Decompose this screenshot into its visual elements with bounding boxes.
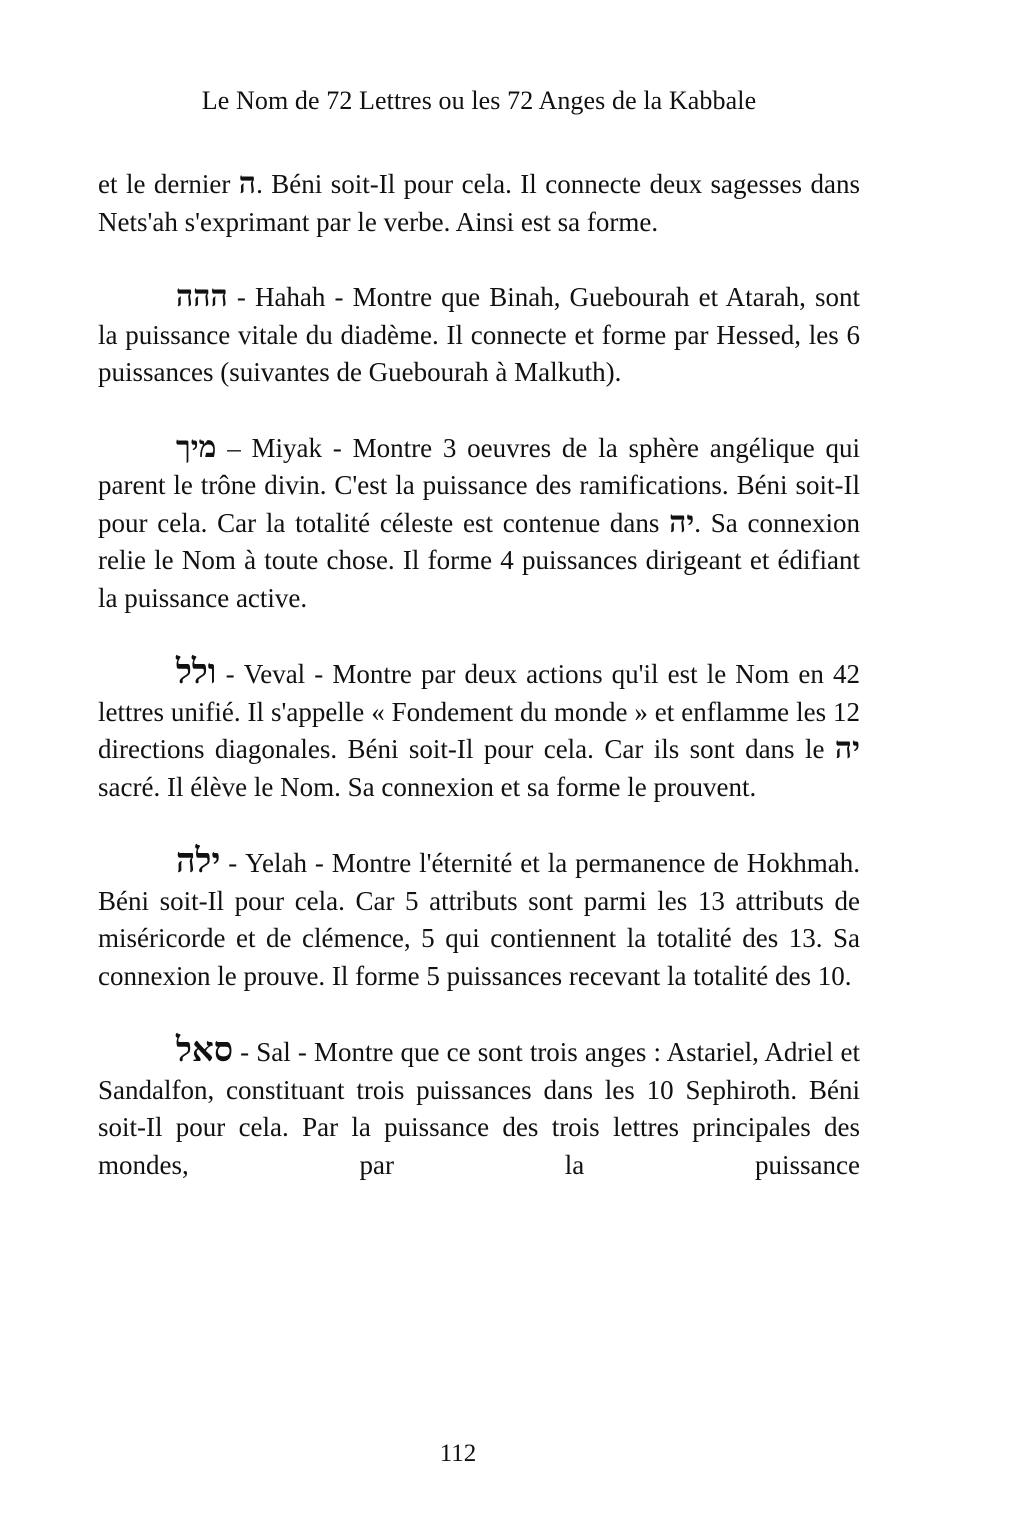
paragraph-yelah bbox=[98, 841, 860, 995]
running-header-title: Le Nom de 72 Lettres ou les 72 Anges de la Kabbale bbox=[201, 86, 757, 115]
hebrew-name-hahah: ההה bbox=[176, 279, 228, 314]
paragraph-sal bbox=[98, 1030, 860, 1184]
hebrew-name-yah: יה bbox=[834, 731, 860, 766]
hebrew-name-sal: סאל bbox=[176, 1030, 234, 1070]
page-number: 112 bbox=[439, 1440, 477, 1467]
paragraph-veval-text-1: - Veval - Montre par deux actions qu'il est le Nom en 42 lettres unifié. Il s'appelle « Fondement du monde » et enflamme les 12 directions diagonales. Béni soit-Il pour cela. Car ils sont dans le bbox=[98, 659, 860, 764]
paragraph-sal-text: - Sal - Montre que ce sont trois anges : Astariel, Adriel et Sandalfon, constituant trois puissances dans les 10 Sephiroth. Béni soit-Il pour cela. Par la puissance des trois lettres principales des mondes, par la puissance bbox=[98, 1037, 860, 1180]
paragraph-miyak-text-1: – Miyak - Montre 3 oeuvres de la sphère angélique qui parent le trône divin. C'est la puissance des ramifications. Béni soit-Il pour cela. Car la totalité céleste est contenue dans bbox=[98, 432, 860, 538]
paragraph-veval-text-2: sacré. Il élève le Nom. Sa connexion et sa forme le prouvent. bbox=[98, 771, 757, 802]
hebrew-letter-he: ה bbox=[238, 166, 257, 201]
paragraph-yelah-text: - Yelah - Montre l'éternité et la permanence de Hokhmah. Béni soit-Il pour cela. Car 5 attributs sont parmi les 13 attributs de miséricorde et de clémence, 5 qui contiennent la totalité des 13. Sa connexion le prouve. Il forme 5 puissances recevant la totalité des 10. bbox=[98, 848, 860, 991]
paragraph-1-text-pre: et le dernier bbox=[98, 169, 239, 199]
paragraph-1 bbox=[98, 166, 860, 241]
paragraph-hahah-text: - Hahah - Montre que Binah, Guebourah et Atarah, sont la puissance vitale du diadème. Il connecte et forme par Hessed, les 6 puissances (suivantes de Guebourah à Malkuth). bbox=[98, 282, 860, 387]
paragraph-miyak bbox=[98, 430, 860, 618]
hebrew-name-miyak: מיך bbox=[176, 429, 217, 465]
hebrew-name-veval: ולל bbox=[176, 652, 217, 692]
hebrew-name-yah: יה bbox=[669, 504, 695, 540]
paragraph-miyak-text-2: . Sa connexion relie le Nom à toute chose. Il forme 4 puissances dirigeant et édifiant la puissance active. bbox=[98, 507, 860, 613]
paragraph-hahah bbox=[98, 279, 860, 392]
page-body bbox=[98, 166, 860, 1222]
paragraph-veval bbox=[98, 652, 860, 806]
paragraph-1-text: . Béni soit-Il pour cela. Il connecte deux sagesses dans Nets'ah s'exprimant par le verbe. Ainsi est sa forme. bbox=[98, 169, 860, 237]
hebrew-name-yelah: ילה bbox=[176, 841, 221, 881]
